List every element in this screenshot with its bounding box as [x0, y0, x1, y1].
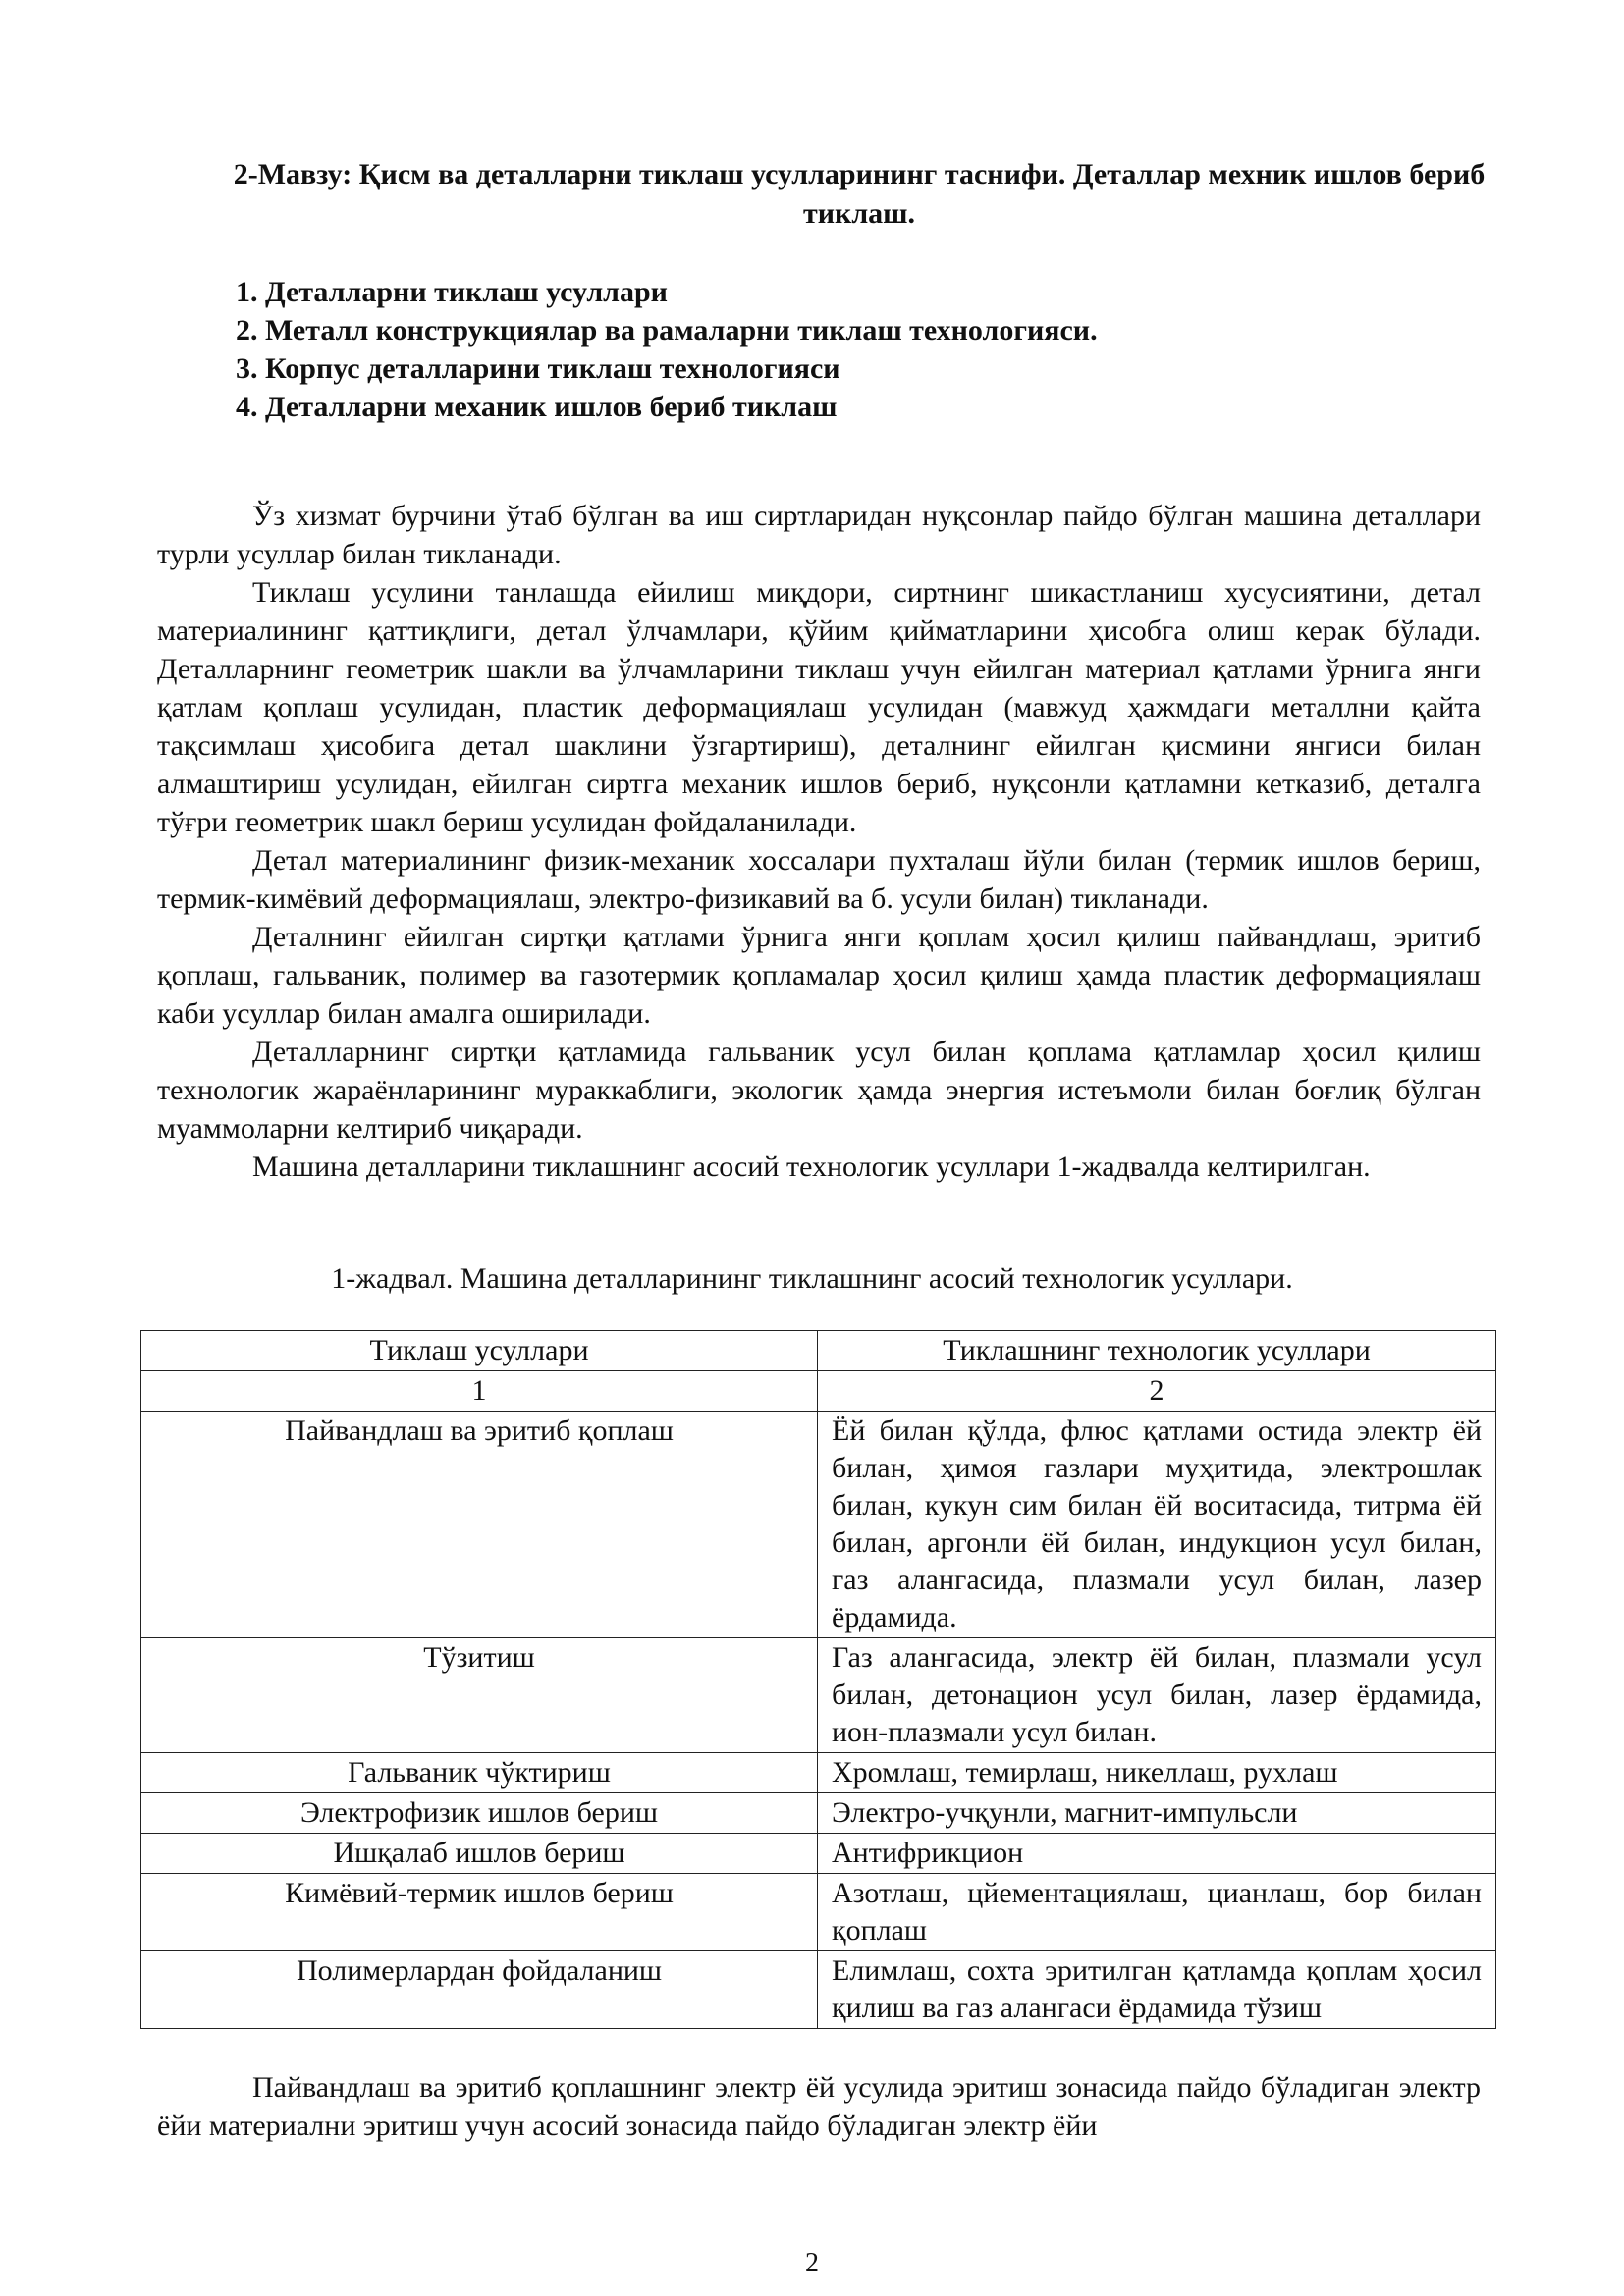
header-cell: Тиклашнинг технологик усуллари — [818, 1331, 1496, 1371]
paragraph: Деталларнинг сиртқи қатламида гальваник усул билан қоплама қатламлар ҳосил қилиш технологик жараёнларининг мураккаблиги, экологик ҳамда энергия истеъмоли билан боғлиқ бўлган муаммоларни келтириб чиқаради. — [157, 1036, 1481, 1145]
table-row — [141, 1793, 1496, 1834]
table-row — [141, 1412, 1496, 1638]
page-number: 2 — [805, 2248, 819, 2278]
technology-cell: Ёй билан қўлда, флюс қатлами остида электр ёй билан, ҳимоя газлари муҳитида, электрошлак билан, кукун сим билан ёй воситасида, титрма ёй билан, аргонли ёй билан, индукцион усул билан, газ алангасида, плазмали усул билан, лазер ёрдамида. — [818, 1412, 1496, 1638]
table-row — [141, 1638, 1496, 1753]
column-number-cell: 2 — [818, 1371, 1496, 1412]
technology-cell: Елимлаш, сохта эритилган қатламда қоплам ҳосил қилиш ва газ алангаси ёрдамида тўзиш — [818, 1951, 1496, 2029]
header-cell: Тиклаш усуллари — [141, 1331, 818, 1371]
table-row — [141, 1951, 1496, 2029]
table-header-row — [141, 1331, 1496, 1371]
technology-cell: Антифрикцион — [818, 1834, 1496, 1874]
paragraph: Деталнинг ейилган сиртқи қатлами ўрнига янги қоплам ҳосил қилиш пайвандлаш, эритиб қоплаш, гальваник, полимер ва газотермик қопламалар ҳосил қилиш ҳамда пластик деформациялаш каби усуллар билан амалга оширилади. — [157, 921, 1481, 1030]
method-cell: Электрофизик ишлов бериш — [141, 1793, 818, 1834]
table-row — [141, 1834, 1496, 1874]
paragraph: Ўз хизмат бурчини ўтаб бўлган ва иш сиртларидан нуқсонлар пайдо бўлган машина деталлари турли усуллар билан тикланади. — [157, 500, 1481, 570]
outline-item: 3. Корпус деталларини тиклаш технологияси — [236, 352, 840, 385]
page-title: 2-Мавзу: Қисм ва деталларни тиклаш усулларининг таснифи. Деталлар мехник ишлов бериб тиклаш. — [233, 158, 1486, 230]
outline-item: 2. Металл конструкциялар ва рамаларни тиклаш технологияси. — [236, 314, 1098, 347]
method-cell: Ишқалаб ишлов бериш — [141, 1834, 818, 1874]
outline-item: 4. Деталларни механик ишлов бериб тиклаш — [236, 391, 838, 423]
paragraph: Детал материалининг физик-механик хоссалари пухталаш йўли билан (термик ишлов бериш, термик-кимёвий деформациялаш, электро-физикавий ва б. усули билан) тикланади. — [157, 844, 1481, 915]
methods-table — [140, 1330, 1496, 2029]
paragraph: Пайвандлаш ва эритиб қоплашнинг электр ёй усулида эритиш зонасида пайдо бўладиган электр ёйи материални эритиш учун асосий зонасида пайдо бўладиган электр ёйи — [157, 2071, 1481, 2142]
table-row — [141, 1753, 1496, 1793]
technology-cell: Хромлаш, темирлаш, никеллаш, рухлаш — [818, 1753, 1496, 1793]
method-cell: Пайвандлаш ва эритиб қоплаш — [141, 1412, 818, 1638]
closing-text — [157, 2068, 1481, 2145]
table-row — [141, 1874, 1496, 1951]
column-number-cell: 1 — [141, 1371, 818, 1412]
paragraph: Тиклаш усулини танлашда ейилиш миқдори, сиртнинг шикастланиш хусусиятини, детал материалининг қаттиқлиги, детал ўлчамлари, қўйим қийматларини ҳисобга олиш керак бўлади. Деталларнинг геометрик шакли ва ўлчамларини тиклаш учун ейилган материал қатлами ўрнига янги қатлам қоплаш усулидан, пластик деформациялаш усулидан (мавжуд ҳажмдаги металлни қайта тақсимлаш ҳисобига детал шаклини ўзгартириш), деталнинг ейилган қисмини янгиси билан алмаштириш усулидан, ейилган сиртга механик ишлов бериб, нуқсонли қатламни кетказиб, деталга тўғри геометрик шакл бериш усулидан фойдаланилади. — [157, 576, 1481, 838]
topic-outline — [236, 273, 1098, 426]
technology-cell: Газ алангасида, электр ёй билан, плазмали усул билан, детонацион усул билан, лазер ёрдамида, ион-плазмали усул билан. — [818, 1638, 1496, 1753]
technology-cell: Электро-учқунли, магнит-импульсли — [818, 1793, 1496, 1834]
technology-cell: Азотлаш, цйементациялаш, цианлаш, бор билан қоплаш — [818, 1874, 1496, 1951]
method-cell: Кимёвий-термик ишлов бериш — [141, 1874, 818, 1951]
body-text — [157, 497, 1481, 1186]
method-cell: Гальваник чўктириш — [141, 1753, 818, 1793]
method-cell: Полимерлардан фойдаланиш — [141, 1951, 818, 2029]
table-caption: 1-жадвал. Машина деталларининг тиклашнинг асосий технологик усуллари. — [331, 1262, 1293, 1295]
method-cell: Тўзитиш — [141, 1638, 818, 1753]
outline-item: 1. Деталларни тиклаш усуллари — [236, 276, 668, 308]
table-number-row — [141, 1371, 1496, 1412]
paragraph: Машина деталларини тиклашнинг асосий технологик усуллари 1-жадвалда келтирилган. — [252, 1150, 1371, 1183]
